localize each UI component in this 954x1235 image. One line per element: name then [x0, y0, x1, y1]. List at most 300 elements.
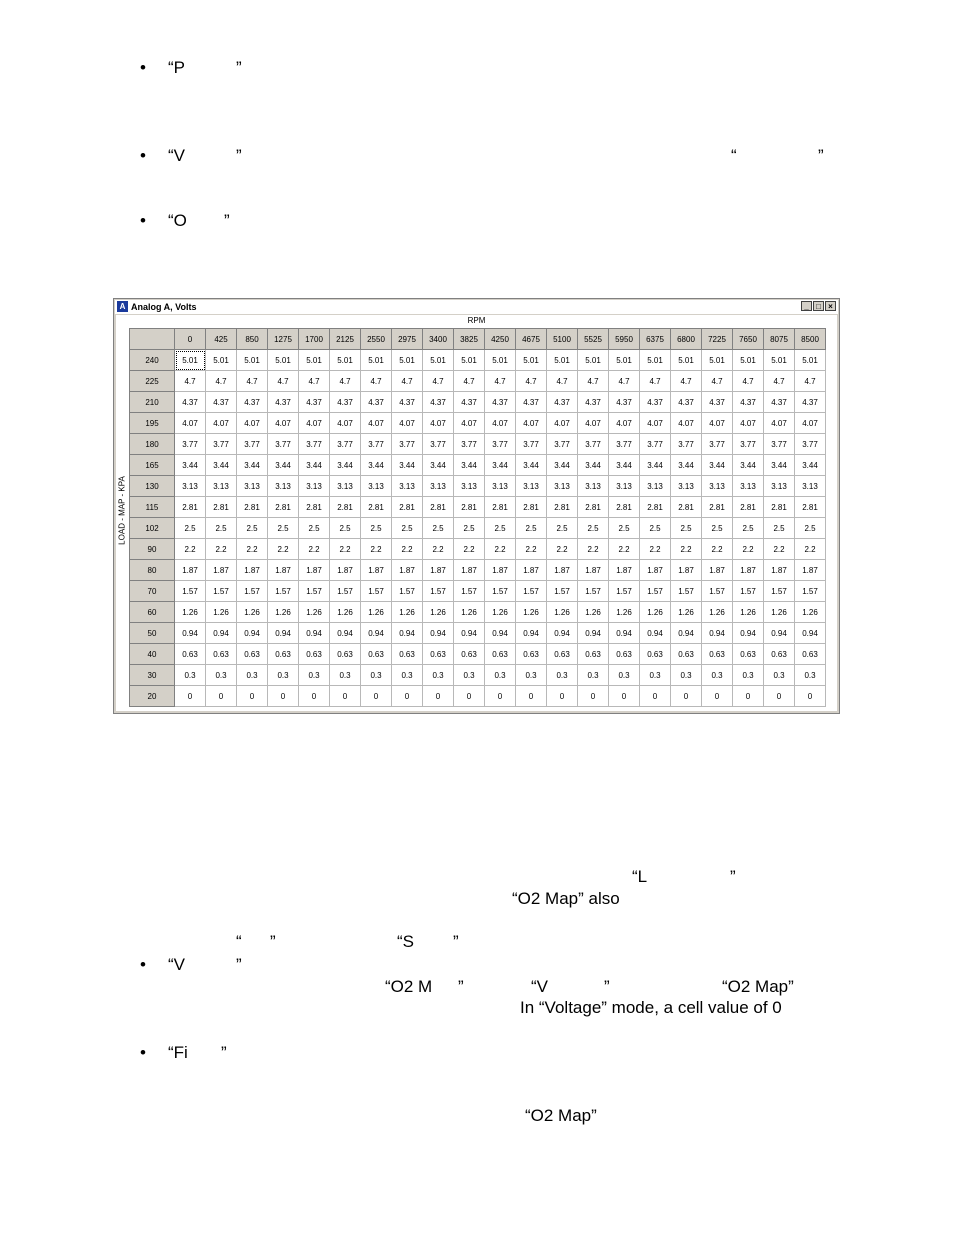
map-cell[interactable]: 2.81 — [702, 497, 733, 518]
map-cell[interactable]: 1.87 — [485, 560, 516, 581]
map-cell[interactable]: 2.81 — [392, 497, 423, 518]
map-cell[interactable]: 4.07 — [330, 413, 361, 434]
map-cell[interactable]: 4.7 — [516, 371, 547, 392]
row-header-load[interactable]: 210 — [130, 392, 175, 413]
map-cell[interactable]: 1.57 — [237, 581, 268, 602]
map-cell[interactable]: 0 — [671, 686, 702, 707]
map-cell[interactable]: 4.7 — [795, 371, 826, 392]
map-cell[interactable]: 4.37 — [733, 392, 764, 413]
map-cell[interactable]: 1.87 — [330, 560, 361, 581]
map-cell[interactable]: 0 — [361, 686, 392, 707]
map-cell[interactable]: 4.37 — [795, 392, 826, 413]
map-cell[interactable]: 3.44 — [578, 455, 609, 476]
map-cell[interactable]: 1.26 — [640, 602, 671, 623]
map-cell[interactable]: 0 — [609, 686, 640, 707]
column-header-rpm[interactable]: 2550 — [361, 329, 392, 350]
map-cell[interactable]: 5.01 — [392, 350, 423, 371]
column-header-rpm[interactable]: 4250 — [485, 329, 516, 350]
map-cell[interactable]: 0.3 — [485, 665, 516, 686]
column-header-rpm[interactable]: 0 — [175, 329, 206, 350]
map-cell[interactable]: 0 — [423, 686, 454, 707]
map-cell[interactable]: 1.87 — [454, 560, 485, 581]
map-cell[interactable]: 4.37 — [237, 392, 268, 413]
map-cell[interactable]: 0 — [764, 686, 795, 707]
map-cell[interactable]: 5.01 — [578, 350, 609, 371]
row-header-load[interactable]: 195 — [130, 413, 175, 434]
map-cell[interactable]: 4.07 — [764, 413, 795, 434]
map-cell[interactable]: 3.44 — [764, 455, 795, 476]
map-cell[interactable]: 3.13 — [547, 476, 578, 497]
map-cell[interactable]: 0.63 — [671, 644, 702, 665]
map-cell[interactable]: 1.57 — [547, 581, 578, 602]
map-cell[interactable]: 1.87 — [516, 560, 547, 581]
map-cell[interactable]: 0.63 — [764, 644, 795, 665]
map-cell[interactable]: 3.77 — [795, 434, 826, 455]
map-cell[interactable]: 1.26 — [795, 602, 826, 623]
map-cell[interactable]: 3.44 — [206, 455, 237, 476]
map-cell[interactable]: 0.94 — [268, 623, 299, 644]
map-cell[interactable]: 3.13 — [795, 476, 826, 497]
map-cell[interactable]: 2.2 — [175, 539, 206, 560]
map-cell[interactable]: 3.13 — [175, 476, 206, 497]
map-cell[interactable]: 1.26 — [237, 602, 268, 623]
map-cell[interactable]: 5.01 — [516, 350, 547, 371]
map-cell[interactable]: 5.01 — [702, 350, 733, 371]
map-cell[interactable]: 5.01 — [547, 350, 578, 371]
map-cell[interactable]: 2.2 — [454, 539, 485, 560]
map-cell[interactable]: 4.37 — [392, 392, 423, 413]
map-cell[interactable]: 0.3 — [361, 665, 392, 686]
map-cell[interactable]: 3.77 — [733, 434, 764, 455]
map-cell[interactable]: 4.07 — [454, 413, 485, 434]
map-cell[interactable]: 2.2 — [547, 539, 578, 560]
map-cell[interactable]: 2.81 — [237, 497, 268, 518]
map-cell[interactable]: 3.77 — [237, 434, 268, 455]
map-cell[interactable]: 3.44 — [609, 455, 640, 476]
map-cell[interactable]: 1.57 — [423, 581, 454, 602]
map-cell[interactable]: 1.87 — [237, 560, 268, 581]
map-cell[interactable]: 0.94 — [392, 623, 423, 644]
row-header-load[interactable]: 20 — [130, 686, 175, 707]
map-cell[interactable]: 3.77 — [671, 434, 702, 455]
map-cell[interactable]: 1.57 — [516, 581, 547, 602]
map-cell[interactable]: 2.5 — [392, 518, 423, 539]
map-cell[interactable]: 2.2 — [206, 539, 237, 560]
map-cell[interactable]: 2.81 — [299, 497, 330, 518]
map-cell[interactable]: 0.63 — [795, 644, 826, 665]
map-cell[interactable]: 2.81 — [733, 497, 764, 518]
map-cell[interactable]: 2.81 — [578, 497, 609, 518]
map-cell[interactable]: 1.57 — [640, 581, 671, 602]
map-cell[interactable]: 1.87 — [671, 560, 702, 581]
map-cell[interactable]: 4.07 — [671, 413, 702, 434]
map-cell[interactable]: 2.81 — [671, 497, 702, 518]
map-cell[interactable]: 1.57 — [330, 581, 361, 602]
map-cell[interactable]: 4.07 — [516, 413, 547, 434]
map-cell[interactable]: 4.07 — [361, 413, 392, 434]
map-cell[interactable]: 1.57 — [671, 581, 702, 602]
row-header-load[interactable]: 40 — [130, 644, 175, 665]
map-cell[interactable]: 0.94 — [671, 623, 702, 644]
map-cell[interactable]: 1.26 — [361, 602, 392, 623]
map-cell[interactable]: 4.7 — [330, 371, 361, 392]
map-cell[interactable]: 4.37 — [547, 392, 578, 413]
map-cell[interactable]: 0.63 — [516, 644, 547, 665]
map-cell[interactable]: 0.94 — [764, 623, 795, 644]
map-cell[interactable]: 4.07 — [640, 413, 671, 434]
map-cell[interactable]: 0.63 — [361, 644, 392, 665]
map-cell[interactable]: 4.37 — [454, 392, 485, 413]
column-header-rpm[interactable]: 2975 — [392, 329, 423, 350]
map-cell[interactable]: 2.5 — [733, 518, 764, 539]
map-cell[interactable]: 2.2 — [361, 539, 392, 560]
map-cell[interactable]: 3.44 — [175, 455, 206, 476]
map-cell[interactable]: 0 — [795, 686, 826, 707]
map-cell[interactable]: 0.63 — [268, 644, 299, 665]
map-cell[interactable]: 0 — [516, 686, 547, 707]
map-cell[interactable]: 5.01 — [671, 350, 702, 371]
map-cell[interactable]: 4.37 — [516, 392, 547, 413]
map-cell[interactable]: 4.37 — [268, 392, 299, 413]
column-header-rpm[interactable]: 4675 — [516, 329, 547, 350]
map-cell[interactable]: 3.13 — [454, 476, 485, 497]
map-cell[interactable]: 3.13 — [609, 476, 640, 497]
map-cell[interactable]: 4.07 — [702, 413, 733, 434]
map-cell[interactable]: 0.94 — [423, 623, 454, 644]
map-cell[interactable]: 0.94 — [299, 623, 330, 644]
maximize-button[interactable]: □ — [813, 301, 824, 311]
map-cell[interactable]: 2.81 — [206, 497, 237, 518]
map-cell[interactable]: 3.13 — [423, 476, 454, 497]
map-cell[interactable]: 2.5 — [640, 518, 671, 539]
map-cell[interactable]: 3.44 — [361, 455, 392, 476]
map-cell[interactable]: 1.26 — [578, 602, 609, 623]
map-cell[interactable]: 0.3 — [640, 665, 671, 686]
map-cell[interactable]: 5.01 — [454, 350, 485, 371]
map-cell[interactable]: 0.3 — [299, 665, 330, 686]
map-cell[interactable]: 3.13 — [237, 476, 268, 497]
map-cell[interactable]: 1.26 — [423, 602, 454, 623]
map-cell[interactable]: 5.01 — [175, 350, 206, 371]
map-cell[interactable]: 1.87 — [702, 560, 733, 581]
map-cell[interactable]: 4.07 — [392, 413, 423, 434]
map-cell[interactable]: 1.26 — [175, 602, 206, 623]
map-cell[interactable]: 2.81 — [361, 497, 392, 518]
map-cell[interactable]: 4.07 — [485, 413, 516, 434]
close-button[interactable]: × — [825, 301, 836, 311]
map-cell[interactable]: 0.3 — [454, 665, 485, 686]
map-cell[interactable]: 5.01 — [268, 350, 299, 371]
map-cell[interactable]: 0 — [175, 686, 206, 707]
row-header-load[interactable]: 102 — [130, 518, 175, 539]
map-cell[interactable]: 2.81 — [516, 497, 547, 518]
row-header-load[interactable]: 225 — [130, 371, 175, 392]
map-cell[interactable]: 4.7 — [640, 371, 671, 392]
map-cell[interactable]: 2.81 — [640, 497, 671, 518]
map-cell[interactable]: 2.2 — [640, 539, 671, 560]
map-cell[interactable]: 0 — [454, 686, 485, 707]
column-header-rpm[interactable]: 6375 — [640, 329, 671, 350]
map-cell[interactable]: 1.87 — [609, 560, 640, 581]
map-cell[interactable]: 0 — [268, 686, 299, 707]
map-cell[interactable]: 1.26 — [733, 602, 764, 623]
map-cell[interactable]: 2.5 — [671, 518, 702, 539]
map-cell[interactable]: 1.26 — [671, 602, 702, 623]
map-cell[interactable]: 0 — [640, 686, 671, 707]
map-cell[interactable]: 4.7 — [764, 371, 795, 392]
map-cell[interactable]: 0.3 — [764, 665, 795, 686]
map-cell[interactable]: 2.81 — [330, 497, 361, 518]
map-cell[interactable]: 4.7 — [609, 371, 640, 392]
row-header-load[interactable]: 180 — [130, 434, 175, 455]
map-cell[interactable]: 4.07 — [547, 413, 578, 434]
map-cell[interactable]: 3.77 — [547, 434, 578, 455]
map-cell[interactable]: 4.7 — [392, 371, 423, 392]
map-cell[interactable]: 4.7 — [702, 371, 733, 392]
map-cell[interactable]: 2.5 — [795, 518, 826, 539]
map-cell[interactable]: 3.44 — [733, 455, 764, 476]
map-cell[interactable]: 3.44 — [702, 455, 733, 476]
map-cell[interactable]: 2.81 — [547, 497, 578, 518]
map-cell[interactable]: 0.94 — [361, 623, 392, 644]
column-header-rpm[interactable]: 850 — [237, 329, 268, 350]
map-cell[interactable]: 3.77 — [423, 434, 454, 455]
map-cell[interactable]: 0 — [733, 686, 764, 707]
map-cell[interactable]: 0 — [578, 686, 609, 707]
map-cell[interactable]: 3.44 — [423, 455, 454, 476]
map-cell[interactable]: 0.3 — [516, 665, 547, 686]
map-cell[interactable]: 2.2 — [330, 539, 361, 560]
map-cell[interactable]: 0.3 — [237, 665, 268, 686]
map-cell[interactable]: 3.13 — [485, 476, 516, 497]
map-cell[interactable]: 0.94 — [795, 623, 826, 644]
map-cell[interactable]: 2.81 — [268, 497, 299, 518]
map-cell[interactable]: 2.5 — [299, 518, 330, 539]
map-cell[interactable]: 2.2 — [299, 539, 330, 560]
map-cell[interactable]: 0.3 — [268, 665, 299, 686]
map-cell[interactable]: 1.57 — [702, 581, 733, 602]
map-cell[interactable]: 3.13 — [268, 476, 299, 497]
map-cell[interactable]: 0.3 — [175, 665, 206, 686]
map-cell[interactable]: 4.37 — [609, 392, 640, 413]
map-cell[interactable]: 1.57 — [578, 581, 609, 602]
map-cell[interactable]: 3.44 — [237, 455, 268, 476]
map-cell[interactable]: 0.94 — [516, 623, 547, 644]
map-cell[interactable]: 3.44 — [299, 455, 330, 476]
row-header-load[interactable]: 70 — [130, 581, 175, 602]
map-cell[interactable]: 4.07 — [733, 413, 764, 434]
map-cell[interactable]: 3.77 — [299, 434, 330, 455]
map-cell[interactable]: 2.81 — [609, 497, 640, 518]
map-cell[interactable]: 5.01 — [764, 350, 795, 371]
map-cell[interactable]: 0.3 — [392, 665, 423, 686]
map-cell[interactable]: 2.2 — [795, 539, 826, 560]
map-cell[interactable]: 2.2 — [392, 539, 423, 560]
map-cell[interactable]: 4.7 — [547, 371, 578, 392]
map-cell[interactable]: 3.13 — [516, 476, 547, 497]
map-cell[interactable]: 0.3 — [206, 665, 237, 686]
map-cell[interactable]: 3.77 — [392, 434, 423, 455]
row-header-load[interactable]: 60 — [130, 602, 175, 623]
map-cell[interactable]: 1.87 — [361, 560, 392, 581]
map-cell[interactable]: 0.94 — [175, 623, 206, 644]
window-titlebar[interactable] — [115, 300, 838, 314]
map-cell[interactable]: 3.13 — [702, 476, 733, 497]
map-cell[interactable]: 1.26 — [206, 602, 237, 623]
map-cell[interactable]: 2.5 — [361, 518, 392, 539]
map-cell[interactable]: 4.7 — [299, 371, 330, 392]
map-cell[interactable]: 0 — [702, 686, 733, 707]
map-cell[interactable]: 4.37 — [578, 392, 609, 413]
map-cell[interactable]: 1.57 — [268, 581, 299, 602]
map-cell[interactable]: 0.3 — [330, 665, 361, 686]
map-cell[interactable]: 2.5 — [516, 518, 547, 539]
map-cell[interactable]: 3.77 — [330, 434, 361, 455]
map-cell[interactable]: 3.77 — [206, 434, 237, 455]
map-cell[interactable]: 5.01 — [423, 350, 454, 371]
column-header-rpm[interactable]: 425 — [206, 329, 237, 350]
map-cell[interactable]: 2.2 — [733, 539, 764, 560]
map-cell[interactable]: 2.81 — [795, 497, 826, 518]
map-cell[interactable]: 4.07 — [268, 413, 299, 434]
map-cell[interactable]: 3.44 — [795, 455, 826, 476]
map-cell[interactable]: 3.44 — [516, 455, 547, 476]
map-cell[interactable]: 0.94 — [640, 623, 671, 644]
map-cell[interactable]: 1.87 — [733, 560, 764, 581]
map-cell[interactable]: 4.07 — [206, 413, 237, 434]
map-cell[interactable]: 4.07 — [578, 413, 609, 434]
map-cell[interactable]: 2.5 — [547, 518, 578, 539]
map-cell[interactable]: 0.3 — [795, 665, 826, 686]
map-cell[interactable]: 3.13 — [330, 476, 361, 497]
map-cell[interactable]: 1.87 — [795, 560, 826, 581]
map-cell[interactable]: 4.07 — [175, 413, 206, 434]
map-cell[interactable]: 1.87 — [206, 560, 237, 581]
map-cell[interactable]: 1.87 — [268, 560, 299, 581]
map-cell[interactable]: 4.7 — [454, 371, 485, 392]
map-cell[interactable]: 4.7 — [206, 371, 237, 392]
map-cell[interactable]: 1.87 — [423, 560, 454, 581]
map-cell[interactable]: 0 — [485, 686, 516, 707]
map-cell[interactable]: 2.5 — [702, 518, 733, 539]
map-cell[interactable]: 0.3 — [609, 665, 640, 686]
map-cell[interactable]: 3.44 — [454, 455, 485, 476]
map-cell[interactable]: 2.5 — [485, 518, 516, 539]
map-cell[interactable]: 1.57 — [175, 581, 206, 602]
column-header-rpm[interactable]: 5100 — [547, 329, 578, 350]
column-header-rpm[interactable]: 3400 — [423, 329, 454, 350]
map-cell[interactable]: 4.37 — [206, 392, 237, 413]
map-cell[interactable]: 5.01 — [733, 350, 764, 371]
map-cell[interactable]: 3.13 — [578, 476, 609, 497]
row-header-load[interactable]: 165 — [130, 455, 175, 476]
map-cell[interactable]: 0.63 — [423, 644, 454, 665]
map-cell[interactable]: 5.01 — [330, 350, 361, 371]
column-header-rpm[interactable]: 6800 — [671, 329, 702, 350]
map-cell[interactable]: 1.87 — [640, 560, 671, 581]
map-cell[interactable]: 2.2 — [485, 539, 516, 560]
map-cell[interactable]: 5.01 — [299, 350, 330, 371]
map-cell[interactable]: 3.13 — [764, 476, 795, 497]
map-cell[interactable]: 2.5 — [330, 518, 361, 539]
map-cell[interactable]: 1.57 — [795, 581, 826, 602]
map-cell[interactable]: 4.37 — [640, 392, 671, 413]
map-cell[interactable]: 1.57 — [733, 581, 764, 602]
map-cell[interactable]: 4.7 — [733, 371, 764, 392]
map-cell[interactable]: 3.13 — [640, 476, 671, 497]
map-cell[interactable]: 3.44 — [547, 455, 578, 476]
map-cell[interactable]: 0.3 — [671, 665, 702, 686]
map-cell[interactable]: 1.57 — [609, 581, 640, 602]
column-header-rpm[interactable]: 7650 — [733, 329, 764, 350]
map-cell[interactable]: 1.26 — [299, 602, 330, 623]
map-cell[interactable]: 3.77 — [175, 434, 206, 455]
map-cell[interactable]: 2.2 — [702, 539, 733, 560]
map-cell[interactable]: 0.63 — [640, 644, 671, 665]
map-cell[interactable]: 0.94 — [330, 623, 361, 644]
map-cell[interactable]: 3.13 — [671, 476, 702, 497]
map-cell[interactable]: 4.7 — [361, 371, 392, 392]
map-cell[interactable]: 2.81 — [423, 497, 454, 518]
map-cell[interactable]: 4.37 — [702, 392, 733, 413]
map-cell[interactable]: 4.07 — [795, 413, 826, 434]
map-cell[interactable]: 3.44 — [330, 455, 361, 476]
map-cell[interactable]: 3.44 — [671, 455, 702, 476]
map-cell[interactable]: 0.3 — [423, 665, 454, 686]
map-cell[interactable]: 2.5 — [268, 518, 299, 539]
column-header-rpm[interactable]: 8075 — [764, 329, 795, 350]
map-cell[interactable]: 2.2 — [516, 539, 547, 560]
map-cell[interactable]: 0.3 — [578, 665, 609, 686]
map-cell[interactable]: 4.37 — [764, 392, 795, 413]
map-cell[interactable]: 2.5 — [175, 518, 206, 539]
column-header-rpm[interactable]: 1275 — [268, 329, 299, 350]
map-cell[interactable]: 0.63 — [392, 644, 423, 665]
map-cell[interactable]: 3.77 — [578, 434, 609, 455]
map-cell[interactable]: 1.87 — [764, 560, 795, 581]
map-cell[interactable]: 1.26 — [268, 602, 299, 623]
map-cell[interactable]: 2.81 — [485, 497, 516, 518]
map-cell[interactable]: 3.13 — [299, 476, 330, 497]
map-cell[interactable]: 1.87 — [392, 560, 423, 581]
map-cell[interactable]: 2.2 — [237, 539, 268, 560]
map-cell[interactable]: 5.01 — [361, 350, 392, 371]
map-cell[interactable]: 4.37 — [423, 392, 454, 413]
map-cell[interactable]: 0 — [299, 686, 330, 707]
map-cell[interactable]: 3.77 — [516, 434, 547, 455]
map-cell[interactable]: 1.57 — [485, 581, 516, 602]
map-cell[interactable]: 0.63 — [206, 644, 237, 665]
map-cell[interactable]: 0.3 — [702, 665, 733, 686]
map-cell[interactable]: 4.07 — [423, 413, 454, 434]
map-cell[interactable]: 2.5 — [578, 518, 609, 539]
map-cell[interactable]: 2.2 — [671, 539, 702, 560]
map-cell[interactable]: 4.37 — [330, 392, 361, 413]
map-cell[interactable]: 2.81 — [175, 497, 206, 518]
map-cell[interactable]: 1.26 — [702, 602, 733, 623]
column-header-rpm[interactable]: 5950 — [609, 329, 640, 350]
map-cell[interactable]: 4.7 — [485, 371, 516, 392]
map-cell[interactable]: 1.87 — [547, 560, 578, 581]
map-cell[interactable]: 3.77 — [485, 434, 516, 455]
map-cell[interactable]: 2.2 — [578, 539, 609, 560]
row-header-load[interactable]: 50 — [130, 623, 175, 644]
map-cell[interactable]: 1.26 — [454, 602, 485, 623]
map-cell[interactable]: 3.44 — [640, 455, 671, 476]
map-cell[interactable]: 0.63 — [330, 644, 361, 665]
map-cell[interactable]: 2.5 — [764, 518, 795, 539]
map-cell[interactable]: 0.63 — [454, 644, 485, 665]
